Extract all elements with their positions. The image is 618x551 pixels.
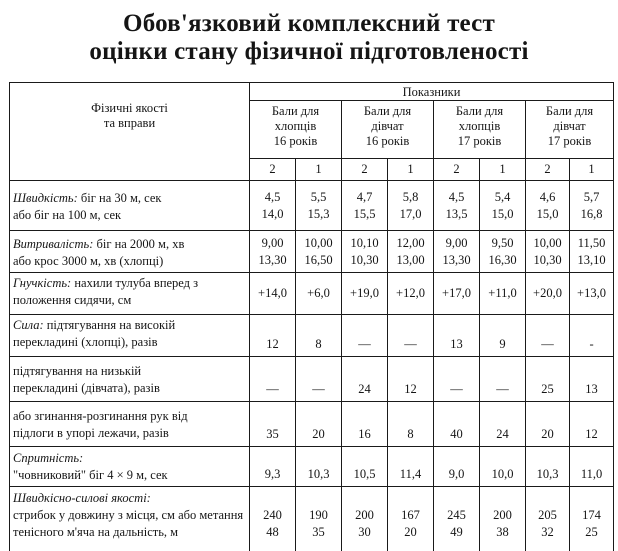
group-girls-17-line-1: Бали для xyxy=(545,104,594,118)
group-boys-16-line-1: Бали для xyxy=(271,104,320,118)
score-cell: 10,00 16,50 xyxy=(296,231,342,273)
score-cell: +13,0 xyxy=(570,273,614,315)
exercise-text: підлоги в упорі лежачи, разів xyxy=(13,426,169,440)
group-boys-17-line-1: Бали для xyxy=(455,104,504,118)
score-cell: 190 35 xyxy=(296,487,342,551)
score-header: 2 xyxy=(526,159,570,181)
score-cell: 25 xyxy=(526,357,570,402)
exercise-text: або біг на 100 м, сек xyxy=(13,207,122,222)
table-row-strength-high-bar xyxy=(10,315,614,357)
score-cell: 8 xyxy=(388,402,434,447)
score-cell: +14,0 xyxy=(250,273,296,315)
score-header: 1 xyxy=(388,159,434,181)
group-boys-17-line-2: хлопців xyxy=(458,119,501,133)
score-header: 1 xyxy=(570,159,614,181)
score-cell: — xyxy=(434,357,480,402)
exercise-speed xyxy=(10,181,250,231)
score-cell: 12,00 13,00 xyxy=(388,231,434,273)
exercise-text: нахили тулуба вперед з xyxy=(71,276,199,290)
score-cell: 35 xyxy=(250,402,296,447)
table-row-speed xyxy=(10,181,614,231)
score-cell: 9,3 xyxy=(250,447,296,487)
exercise-strength-low-bar xyxy=(10,357,250,402)
quality-label: Гнучкість: xyxy=(13,276,72,290)
score-cell: — xyxy=(480,357,526,402)
exercise-text: положення сидячи, см xyxy=(13,293,132,307)
score-cell: 10,3 xyxy=(526,447,570,487)
score-cell: 11,50 13,10 xyxy=(570,231,614,273)
score-cell: 5,7 16,8 xyxy=(570,181,614,231)
score-cell: 167 20 xyxy=(388,487,434,551)
score-cell: 11,0 xyxy=(570,447,614,487)
score-header: 2 xyxy=(342,159,388,181)
score-cell: 9,0 xyxy=(434,447,480,487)
group-girls-16-line-1: Бали для xyxy=(363,104,412,118)
quality-label: Сила: xyxy=(13,318,44,332)
score-cell: 10,0 xyxy=(480,447,526,487)
quality-label: Спритність: xyxy=(13,451,84,465)
score-cell: 11,4 xyxy=(388,447,434,487)
score-header: 1 xyxy=(480,159,526,181)
score-cell: — xyxy=(388,315,434,357)
exercise-text: стрибок у довжину з місця, см або метання тенісного м'яча на дальність, м xyxy=(13,508,244,539)
score-cell: +11,0 xyxy=(480,273,526,315)
score-cell: — xyxy=(342,315,388,357)
table-row-strength-low-bar xyxy=(10,357,614,402)
score-cell: 4,6 15,0 xyxy=(526,181,570,231)
score-cell: 12 xyxy=(388,357,434,402)
exercise-text: біг на 2000 м, хв xyxy=(93,236,185,251)
exercise-flexibility xyxy=(10,273,250,315)
score-cell: — xyxy=(526,315,570,357)
exercise-text: або згинання-розгинання рук від xyxy=(13,409,188,423)
group-girls-16-line-3: 16 років xyxy=(365,134,410,148)
score-cell: 20 xyxy=(296,402,342,447)
score-header: 2 xyxy=(250,159,296,181)
exercise-push-ups xyxy=(10,402,250,447)
group-boys-16-line-2: хлопців xyxy=(274,119,317,133)
score-cell: 16 xyxy=(342,402,388,447)
score-cell: +17,0 xyxy=(434,273,480,315)
score-cell: 12 xyxy=(250,315,296,357)
group-boys-16-line-3: 16 років xyxy=(273,134,318,148)
score-cell: 5,8 17,0 xyxy=(388,181,434,231)
score-header: 1 xyxy=(296,159,342,181)
group-boys-16 xyxy=(250,101,342,159)
table-row-flexibility xyxy=(10,273,614,315)
exercise-text: "човниковий" біг 4 × 9 м, сек xyxy=(13,468,168,482)
score-cell: +6,0 xyxy=(296,273,342,315)
score-cell: 4,5 13,5 xyxy=(434,181,480,231)
score-cell: 10,10 10,30 xyxy=(342,231,388,273)
score-cell: 200 30 xyxy=(342,487,388,551)
quality-label: Швидкість: xyxy=(13,190,78,205)
score-cell: 9,50 16,30 xyxy=(480,231,526,273)
score-cell: 240 48 xyxy=(250,487,296,551)
exercise-text: підтягування на високій xyxy=(43,318,176,332)
score-cell: — xyxy=(250,357,296,402)
score-cell: 9,00 13,30 xyxy=(434,231,480,273)
score-cell: 20 xyxy=(526,402,570,447)
exercise-text: або крос 3000 м, хв (хлопці) xyxy=(13,253,164,268)
score-cell: 8 xyxy=(296,315,342,357)
score-cell: 5,4 15,0 xyxy=(480,181,526,231)
score-cell: — xyxy=(296,357,342,402)
table-row-speed-strength xyxy=(10,487,614,551)
score-cell: 205 32 xyxy=(526,487,570,551)
score-cell: 24 xyxy=(480,402,526,447)
score-cell: +20,0 xyxy=(526,273,570,315)
table-row-push-ups xyxy=(10,402,614,447)
document-title-line-1: Обов'язковий комплексний тест xyxy=(123,10,495,37)
score-cell: 10,00 10,30 xyxy=(526,231,570,273)
score-cell: 5,5 15,3 xyxy=(296,181,342,231)
exercise-endurance xyxy=(10,231,250,273)
score-cell: 174 25 xyxy=(570,487,614,551)
score-cell: 4,5 14,0 xyxy=(250,181,296,231)
score-cell: 9 xyxy=(480,315,526,357)
score-cell: 12 xyxy=(570,402,614,447)
score-cell: 200 38 xyxy=(480,487,526,551)
score-cell: +12,0 xyxy=(388,273,434,315)
header-indicators: Показники xyxy=(250,83,614,101)
score-cell: 13 xyxy=(570,357,614,402)
group-boys-17 xyxy=(434,101,526,159)
exercise-agility xyxy=(10,447,250,487)
header-qualities-line-2: та вправи xyxy=(103,116,156,130)
score-header: 2 xyxy=(434,159,480,181)
table-row-agility xyxy=(10,447,614,487)
score-cell: 245 49 xyxy=(434,487,480,551)
score-cell: 40 xyxy=(434,402,480,447)
group-girls-17-line-3: 17 років xyxy=(547,134,592,148)
score-cell: 10,3 xyxy=(296,447,342,487)
header-qualities-cell xyxy=(10,83,250,181)
fitness-test-table xyxy=(9,82,614,551)
quality-label: Витривалість: xyxy=(13,236,94,251)
group-girls-17-line-2: дівчат xyxy=(553,119,586,133)
exercise-text: підтягування на низькій xyxy=(13,364,142,378)
group-girls-16-line-2: дівчат xyxy=(371,119,404,133)
header-qualities-line-1: Фізичні якості xyxy=(91,101,168,115)
table-row-endurance xyxy=(10,231,614,273)
group-girls-16 xyxy=(342,101,434,159)
score-cell: +19,0 xyxy=(342,273,388,315)
quality-label: Швидкісно-силові якості: xyxy=(13,491,151,505)
exercise-strength-high-bar xyxy=(10,315,250,357)
document-title-line-2: оцінки стану фізичної підготовленості xyxy=(89,38,529,65)
exercise-text: біг на 30 м, сек xyxy=(77,190,162,205)
score-cell: 24 xyxy=(342,357,388,402)
header-row-indicators xyxy=(10,83,614,101)
exercise-text: перекладині (дівчата), разів xyxy=(13,381,160,395)
group-girls-17 xyxy=(526,101,614,159)
exercise-speed-strength xyxy=(10,487,250,551)
score-cell: 13 xyxy=(434,315,480,357)
score-cell: 10,5 xyxy=(342,447,388,487)
score-cell: 9,00 13,30 xyxy=(250,231,296,273)
group-boys-17-line-3: 17 років xyxy=(457,134,502,148)
score-cell: 4,7 15,5 xyxy=(342,181,388,231)
score-cell: - xyxy=(570,315,614,357)
exercise-text: перекладині (хлопці), разів xyxy=(13,335,158,349)
